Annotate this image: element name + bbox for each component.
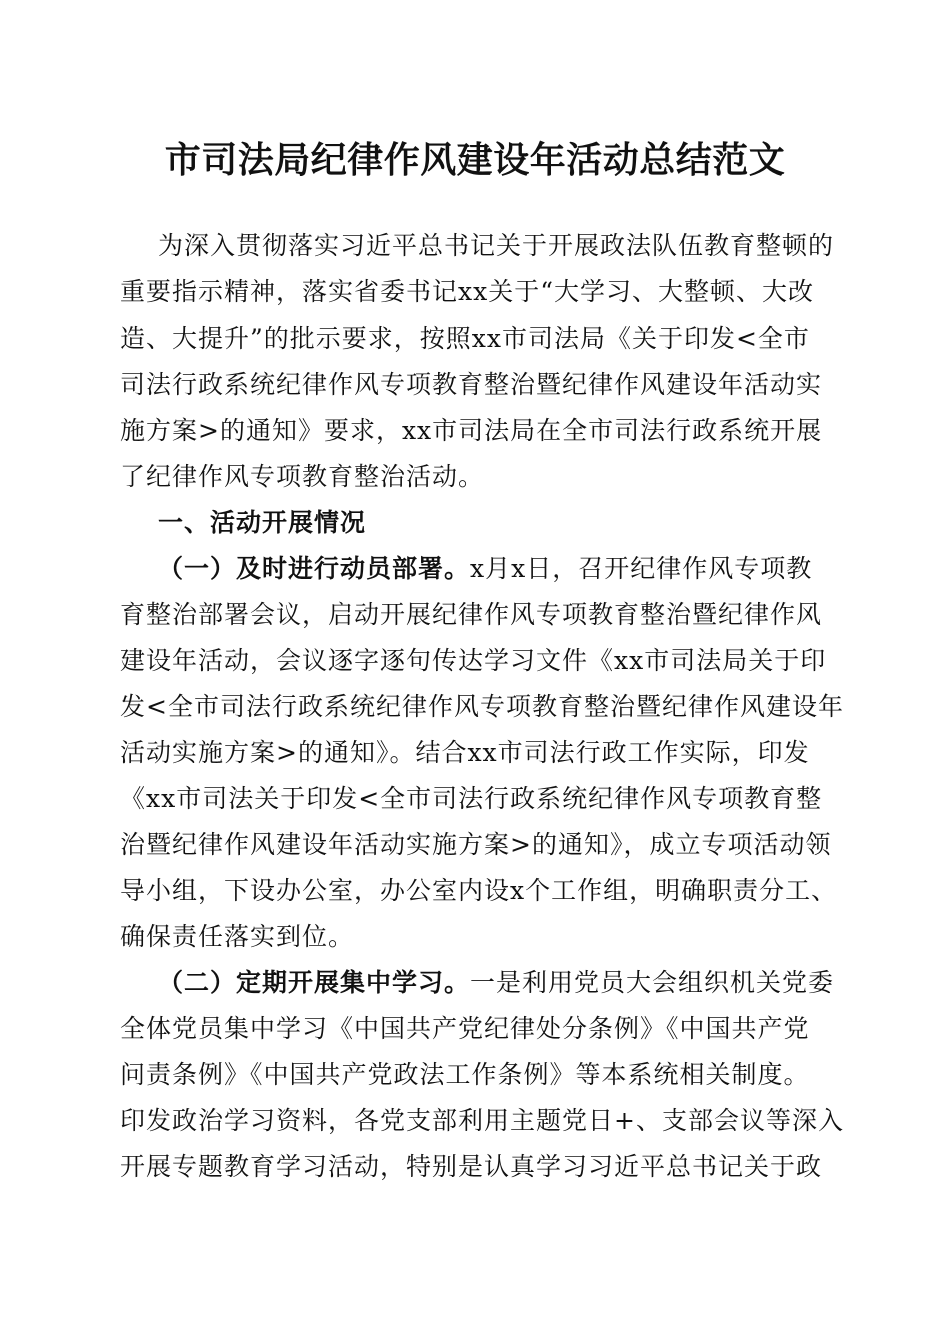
section-heading: 一、活动开展情况 <box>158 508 367 537</box>
item-lead: （二）定期开展集中学习。 <box>158 968 471 997</box>
paragraph-line: 育整治部署会议，启动开展纪律作风专项教育整治暨纪律作风 <box>120 600 823 629</box>
paragraph-line: 《xx市司法关于印发<全市司法行政系统纪律作风专项教育整 <box>120 784 823 813</box>
paragraph-line: 了纪律作风专项教育整治活动。 <box>120 462 485 491</box>
paragraph-line: 发<全市司法行政系统纪律作风专项教育整治暨纪律作风建设年 <box>120 692 844 721</box>
paragraph-line: 司法行政系统纪律作风专项教育整治暨纪律作风建设年活动实 <box>120 370 823 399</box>
paragraph-line: 治暨纪律作风建设年活动实施方案>的通知》，成立专项活动领 <box>120 830 832 859</box>
paragraph-line: 重要指示精神，落实省委书记xx关于“大学习、大整顿、大改 <box>120 277 814 306</box>
paragraph-line: 印发政治学习资料，各党支部利用主题党日+、支部会议等深入 <box>120 1106 844 1135</box>
item-text: x月x日，召开纪律作风专项教 <box>470 554 813 583</box>
item-lead: （一）及时进行动员部署。 <box>158 554 471 583</box>
paragraph-line: 造、大提升”的批示要求，按照xx市司法局《关于印发<全市 <box>120 324 810 353</box>
document-title: 市司法局纪律作风建设年活动总结范文 <box>164 139 786 181</box>
paragraph-line: 为深入贯彻落实习近平总书记关于开展政法队伍教育整顿的 <box>158 231 835 260</box>
paragraph-line: 施方案>的通知》要求，xx市司法局在全市司法行政系统开展 <box>120 416 823 445</box>
item-first-line <box>158 547 812 591</box>
paragraph-line: 建设年活动，会议逐字逐句传达学习文件《xx市司法局关于印 <box>120 646 827 675</box>
paragraph-line: 全体党员集中学习《中国共产党纪律处分条例》《中国共产党 <box>120 1014 810 1043</box>
paragraph-line: 导小组，下设办公室，办公室内设x个工作组，明确职责分工、 <box>120 876 838 905</box>
paragraph-line: 开展专题教育学习活动，特别是认真学习习近平总书记关于政 <box>120 1152 823 1181</box>
item-text: 一是利用党员大会组织机关党委 <box>470 968 835 997</box>
item-first-line <box>158 961 834 1005</box>
paragraph-line: 问责条例》《中国共产党政法工作条例》等本系统相关制度。 <box>120 1060 810 1089</box>
paragraph-line: 确保责任落实到位。 <box>120 922 355 951</box>
paragraph-line: 活动实施方案>的通知》。结合xx市司法行政工作实际，印发 <box>120 738 810 767</box>
